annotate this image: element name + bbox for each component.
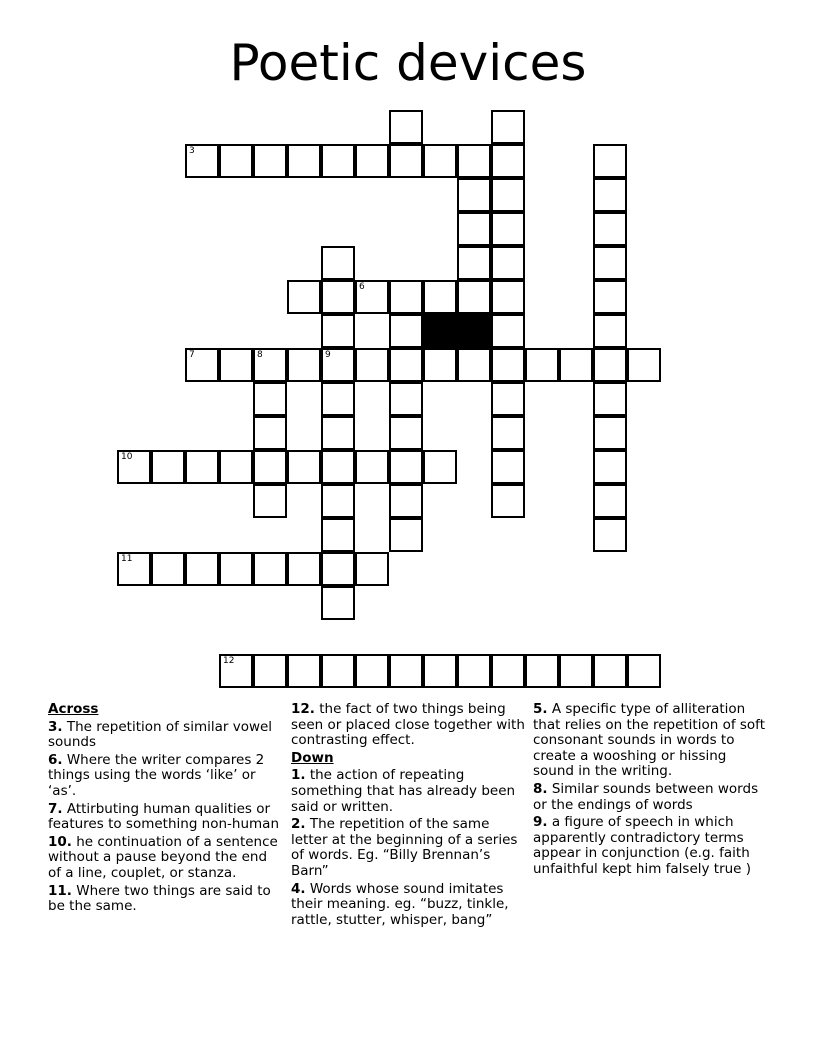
grid-cell[interactable] (253, 348, 287, 382)
grid-cell[interactable] (219, 348, 253, 382)
clue-number: 6 (359, 282, 365, 292)
clues-column-1 (48, 702, 284, 917)
grid-cell[interactable] (593, 484, 627, 518)
grid-cell[interactable] (423, 450, 457, 484)
grid-cell[interactable] (321, 518, 355, 552)
clue-across-7: 7. Attirbuting human qualities or features to something non-human (48, 800, 280, 833)
grid-cell[interactable] (287, 654, 321, 688)
grid-cell[interactable] (253, 654, 287, 688)
grid-cell[interactable] (423, 348, 457, 382)
grid-cell[interactable] (185, 450, 219, 484)
grid-cell[interactable] (389, 416, 423, 450)
grid-cell[interactable] (491, 348, 525, 382)
grid-cell[interactable] (389, 450, 423, 484)
grid-cell[interactable] (389, 518, 423, 552)
grid-cell[interactable] (593, 246, 627, 280)
grid-cell[interactable] (287, 552, 321, 586)
grid-cell[interactable] (491, 484, 525, 518)
grid-cell[interactable] (389, 110, 423, 144)
grid-cell[interactable] (423, 654, 457, 688)
grid-cell[interactable] (151, 552, 185, 586)
grid-cell[interactable] (457, 178, 491, 212)
grid-cell[interactable] (219, 654, 253, 688)
grid-cell[interactable] (321, 654, 355, 688)
grid-cell[interactable] (457, 280, 491, 314)
grid-cell[interactable] (389, 348, 423, 382)
down-heading: Down (291, 749, 334, 766)
grid-cell[interactable] (389, 382, 423, 416)
grid-cell[interactable] (525, 654, 559, 688)
clue-number: 10 (121, 452, 133, 462)
grid-cell[interactable] (287, 144, 321, 178)
grid-cell[interactable] (321, 484, 355, 518)
grid-cell[interactable] (525, 348, 559, 382)
grid-cell[interactable] (389, 314, 423, 348)
grid-cell[interactable] (593, 348, 627, 382)
grid-cell[interactable] (593, 144, 627, 178)
grid-cell[interactable] (389, 654, 423, 688)
grid-cell[interactable] (491, 110, 525, 144)
grid-cell[interactable] (287, 348, 321, 382)
grid-cell[interactable] (491, 450, 525, 484)
grid-cell[interactable] (321, 348, 355, 382)
clue-across-12: 12. the fact of two things being seen or placed close together with contrasting effect. (291, 701, 525, 749)
grid-cell[interactable] (593, 654, 627, 688)
clue-down-2: 2. The repetition of the same letter at the beginning of a series of words. Eg. “Billy Brennan’s Barn” (291, 816, 518, 879)
grid-cell[interactable] (321, 382, 355, 416)
grid-cell[interactable] (389, 484, 423, 518)
across-heading: Across (48, 701, 99, 717)
grid-cell[interactable] (457, 212, 491, 246)
grid-cell[interactable] (593, 518, 627, 552)
grid-block (423, 314, 457, 348)
clue-down-4: 4. Words whose sound imitates their meaning. eg. “buzz, tinkle, rattle, stutter, whisper, bang” (291, 880, 509, 928)
grid-cell[interactable] (355, 348, 389, 382)
grid-cell[interactable] (593, 450, 627, 484)
grid-cell[interactable] (185, 552, 219, 586)
grid-cell[interactable] (491, 280, 525, 314)
grid-cell[interactable] (491, 178, 525, 212)
grid-cell[interactable] (491, 212, 525, 246)
grid-cell[interactable] (321, 144, 355, 178)
grid-cell[interactable] (491, 314, 525, 348)
grid-block (457, 314, 491, 348)
grid-cell[interactable] (457, 144, 491, 178)
grid-cell[interactable] (253, 484, 287, 518)
clue-number: 7 (189, 350, 195, 360)
grid-cell[interactable] (287, 450, 321, 484)
grid-cell[interactable] (253, 144, 287, 178)
grid-cell[interactable] (491, 382, 525, 416)
grid-cell[interactable] (253, 450, 287, 484)
grid-cell[interactable] (253, 552, 287, 586)
grid-cell[interactable] (253, 416, 287, 450)
grid-cell[interactable] (355, 144, 389, 178)
grid-cell[interactable] (151, 450, 185, 484)
grid-cell[interactable] (491, 416, 525, 450)
grid-cell[interactable] (593, 314, 627, 348)
grid-cell[interactable] (321, 314, 355, 348)
grid-cell[interactable] (219, 450, 253, 484)
grid-cell[interactable] (117, 450, 151, 484)
grid-cell[interactable] (457, 246, 491, 280)
page-title: Poetic devices (229, 34, 587, 92)
grid-cell[interactable] (389, 144, 423, 178)
grid-cell[interactable] (389, 280, 423, 314)
clue-across-10: 10. he continuation of a sentence without a pause beyond the end of a line, couplet, or stanza. (48, 833, 278, 881)
grid-cell[interactable] (627, 348, 661, 382)
clue-across-3: 3. The repetition of similar vowel sounds (48, 718, 273, 751)
grid-cell[interactable] (593, 178, 627, 212)
grid-cell[interactable] (355, 552, 389, 586)
grid-cell[interactable] (185, 348, 219, 382)
grid-cell[interactable] (593, 416, 627, 450)
clue-number: 12 (223, 656, 235, 666)
grid-cell[interactable] (321, 246, 355, 280)
grid-cell[interactable] (423, 280, 457, 314)
grid-cell[interactable] (321, 586, 355, 620)
clue-down-1: 1. the action of repeating something that has already been said or written. (291, 767, 516, 815)
grid-cell[interactable] (185, 144, 219, 178)
grid-cell[interactable] (219, 144, 253, 178)
grid-cell[interactable] (321, 450, 355, 484)
grid-cell[interactable] (287, 280, 321, 314)
clues-column-2 (291, 702, 527, 930)
grid-cell[interactable] (321, 280, 355, 314)
clues-column-3 (533, 702, 769, 880)
grid-cell[interactable] (559, 654, 593, 688)
grid-cell[interactable] (321, 416, 355, 450)
clue-number: 11 (121, 554, 133, 564)
grid-cell[interactable] (491, 144, 525, 178)
grid-cell[interactable] (559, 348, 593, 382)
clue-down-5: 5. A specific type of alliteration that relies on the repetition of soft consonant sounds in words to create a wooshing or hissing sound in the writing. (533, 701, 765, 780)
grid-cell[interactable] (593, 280, 627, 314)
grid-cell[interactable] (457, 348, 491, 382)
clue-number: 9 (325, 350, 331, 360)
grid-cell[interactable] (355, 654, 389, 688)
grid-cell[interactable] (593, 382, 627, 416)
clue-number: 3 (189, 146, 195, 156)
clue-down-9: 9. a figure of speech in which apparently contradictory terms appear in conjunction (e.g. faith unfaithful kept him falsely true ) (533, 814, 752, 877)
clue-number: 8 (257, 350, 263, 360)
grid-cell[interactable] (627, 654, 661, 688)
clue-across-6: 6. Where the writer compares 2 things using the words ‘like’ or ‘as’. (48, 751, 265, 799)
grid-cell[interactable] (355, 280, 389, 314)
grid-cell[interactable] (593, 212, 627, 246)
grid-cell[interactable] (253, 382, 287, 416)
grid-cell[interactable] (423, 144, 457, 178)
grid-cell[interactable] (457, 654, 491, 688)
grid-cell[interactable] (491, 246, 525, 280)
clue-down-8: 8. Similar sounds between words or the endings of words (533, 780, 759, 813)
grid-cell[interactable] (219, 552, 253, 586)
grid-cell[interactable] (355, 450, 389, 484)
clue-across-11: 11. Where two things are said to be the same. (48, 882, 271, 915)
grid-cell[interactable] (321, 552, 355, 586)
grid-cell[interactable] (491, 654, 525, 688)
grid-cell[interactable] (117, 552, 151, 586)
